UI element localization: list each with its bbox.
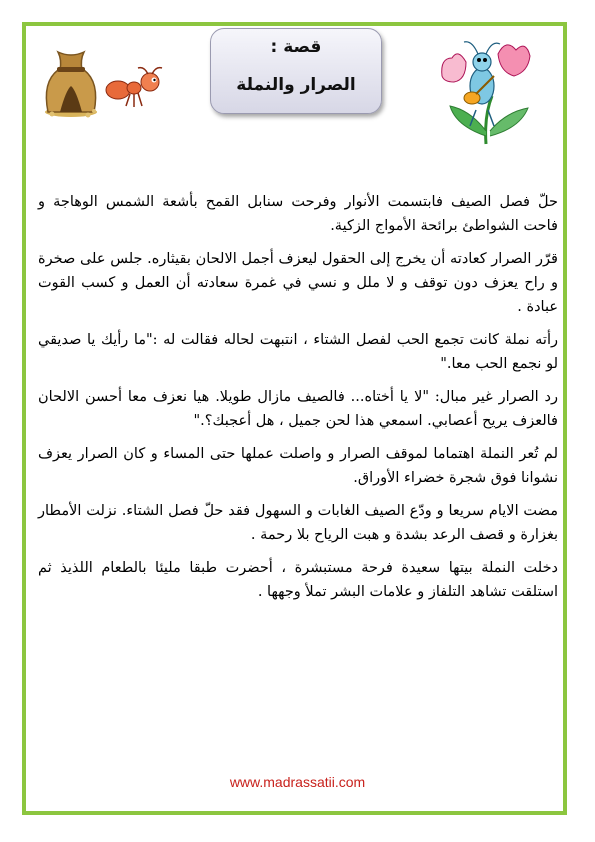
cricket-with-guitar-on-flowers-icon	[436, 36, 536, 146]
story-paragraph-2: قرّر الصرار كعادته أن يخرج إلى الحقول ليعزف أجمل الالحان بقيثاره. جلس على صخرة و راح يعزف دون توقف و لا ملل و نسي في غمرة سعادته أن العمل و كسب القوت عبادة .	[38, 251, 558, 315]
story-paragraph-5: لم تُعر النملة اهتماما لموقف الصرار و واصلت عملها حتى المساء و كان الصرار يعزف نشوانا فوق شجرة خضراء الأوراق.	[38, 446, 558, 486]
ant-icon	[104, 64, 166, 110]
story-paragraph-4: رد الصرار غير مبال: "لا يا أختاه... فالصيف مازال طويلا. هيا نعزف معا أحسن الالحان فالعزف يريح أعصابي. اسمعي هذا لحن جميل ، هل أعجبك؟."	[38, 389, 558, 429]
title-box	[210, 28, 382, 114]
grain-sack-icon	[40, 42, 102, 118]
story-title: الصرار والنملة	[236, 75, 356, 95]
story-paragraph-3: رأته نملة كانت تجمع الحب لفصل الشتاء ، انتبهت لحاله فقالت له :"ما رأيك يا صديقي لو نجمع الحب معا."	[38, 332, 558, 372]
story-paragraph-7: دخلت النملة بيتها سعيدة فرحة مستبشرة ، أحضرت طبقا مليئا بالطعام اللذيذ ثم استلقت تشاهد التلفاز و علامات البشر تملأ وجهها .	[38, 560, 558, 600]
story-paragraph-6: مضت الايام سريعا و ودّع الصيف الغابات و السهول فقد حلّ فصل الشتاء. نزلت الأمطار بغزارة و قصف الرعد بشدة و هبت الرياح بلا رحمة .	[38, 503, 558, 543]
story-paragraph-1: حلّ فصل الصيف فابتسمت الأنوار وفرحت سنابل القمح بأشعة الشمس الوهاجة و فاحت الشواطئ برائحة الأمواج الزكية.	[38, 194, 558, 234]
story-text	[38, 190, 558, 613]
footer-website-link[interactable]: www.madrassatii.com	[229, 774, 366, 790]
title-label: قصة :	[270, 37, 322, 57]
